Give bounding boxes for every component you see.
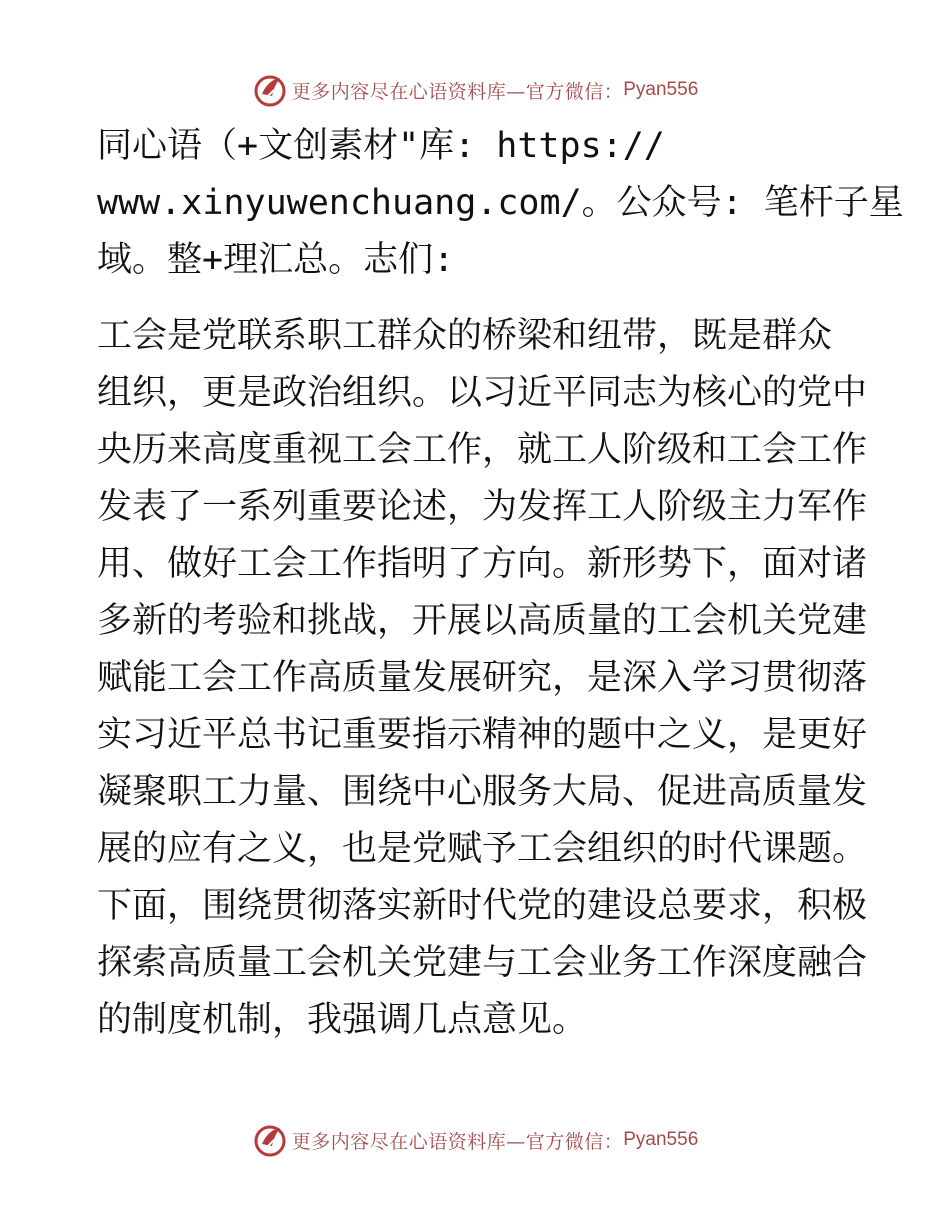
body-line: 工会是党联系职工群众的桥梁和纽带，既是群众 <box>97 316 833 356</box>
body-line: 展的应有之义，也是党赋予工会组织的时代课题。 <box>97 829 868 869</box>
main-paragraph <box>97 308 868 1049</box>
body-line: 多新的考验和挑战，开展以高质量的工会机关党建 <box>97 601 868 641</box>
body-line: 的制度机制，我强调几点意见。 <box>97 1000 588 1040</box>
body-line: 央历来高度重视工会工作，就工人阶级和工会工作 <box>97 430 868 470</box>
body-line: 探索高质量工会机关党建与工会业务工作深度融合 <box>97 943 868 983</box>
body-line: 凝聚职工力量、围绕中心服务大局、促进高质量发 <box>97 772 868 812</box>
body-line: 发表了一系列重要论述，为发挥工人阶级主力军作 <box>97 487 868 527</box>
banner-text: 更多内容尽在心语资料库—官方微信： <box>291 80 624 103</box>
intro-line: 域。整+理汇总。志们: <box>97 240 455 280</box>
banner-wechat-id: Pyan556 <box>623 79 699 100</box>
red-seal-logo-icon <box>252 72 288 108</box>
body-line: 用、做好工会工作指明了方向。新形势下，面对诸 <box>97 544 868 584</box>
red-seal-logo-icon <box>252 1122 288 1158</box>
body-line: 赋能工会工作高质量发展研究，是深入学习贯彻落 <box>97 658 868 698</box>
banner-text: 更多内容尽在心语资料库—官方微信： <box>291 1130 624 1153</box>
header-banner <box>0 70 950 110</box>
banner-wechat-id: Pyan556 <box>623 1129 699 1150</box>
body-line: 下面，围绕贯彻落实新时代党的建设总要求，积极 <box>97 886 868 926</box>
body-line: 实习近平总书记重要指示精神的题中之义，是更好 <box>97 715 868 755</box>
footer-banner <box>0 1120 950 1160</box>
intro-line: www.xinyuwenchuang.com/。公众号: 笔杆子星 <box>97 183 904 223</box>
intro-line: 同心语（+文创素材"库: https:// <box>97 126 665 166</box>
body-line: 组织，更是政治组织。以习近平同志为核心的党中 <box>97 373 868 413</box>
intro-paragraph <box>97 118 904 289</box>
